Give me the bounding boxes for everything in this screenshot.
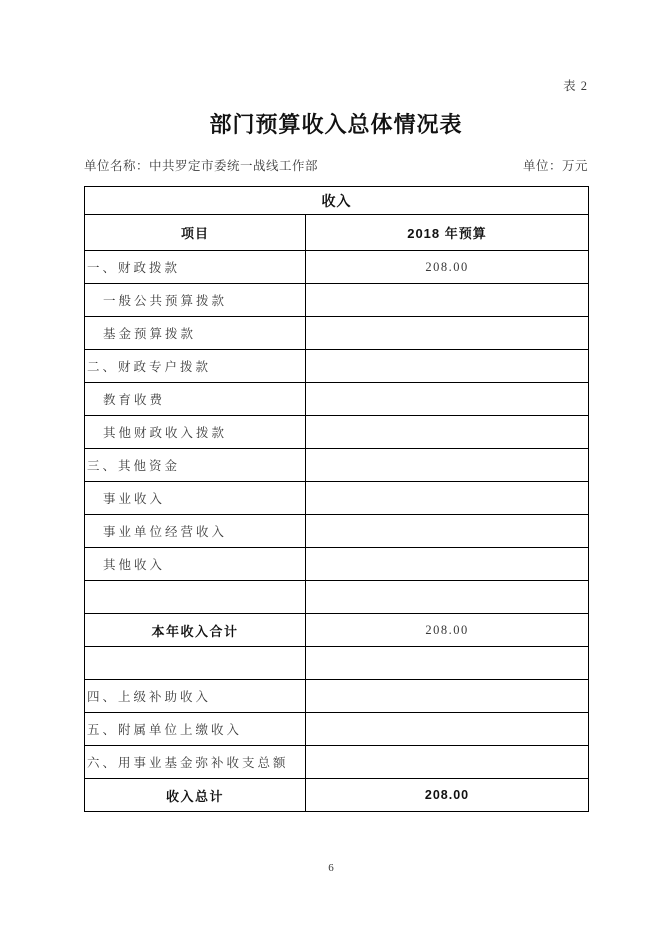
table-label: 表 2 — [563, 79, 588, 93]
item-cell — [85, 647, 306, 680]
item-cell: 收入总计 — [85, 779, 306, 812]
value-cell: 208.00 — [306, 614, 589, 647]
table-row — [85, 482, 589, 515]
value-cell — [306, 581, 589, 614]
value-cell — [306, 515, 589, 548]
table-row — [85, 779, 589, 812]
value-cell — [306, 746, 589, 779]
table-row — [85, 383, 589, 416]
table-body — [85, 251, 589, 812]
table-header-row — [85, 215, 589, 251]
item-cell: 四、上级补助收入 — [85, 680, 306, 713]
income-table — [84, 186, 589, 812]
value-cell: 208.00 — [306, 779, 589, 812]
item-cell: 六、用事业基金弥补收支总额 — [85, 746, 306, 779]
value-cell — [306, 713, 589, 746]
value-cell — [306, 482, 589, 515]
value-cell — [306, 416, 589, 449]
value-cell — [306, 680, 589, 713]
section-header: 收入 — [85, 187, 589, 215]
item-cell: 事业收入 — [85, 482, 306, 515]
table-row — [85, 416, 589, 449]
meta-row — [84, 156, 588, 174]
item-cell: 教育收费 — [85, 383, 306, 416]
table-row — [85, 680, 589, 713]
item-cell: 其他财政收入拨款 — [85, 416, 306, 449]
item-cell: 事业单位经营收入 — [85, 515, 306, 548]
item-cell: 其他收入 — [85, 548, 306, 581]
item-cell: 基金预算拨款 — [85, 317, 306, 350]
table-row — [85, 251, 589, 284]
unit-name-label: 单位名称：中共罗定市委统一战线工作部 — [84, 159, 319, 173]
table-row — [85, 614, 589, 647]
table-section-row — [85, 187, 589, 215]
item-cell: 五、附属单位上缴收入 — [85, 713, 306, 746]
table-row — [85, 317, 589, 350]
page-content — [84, 0, 588, 812]
table-row — [85, 713, 589, 746]
item-cell: 一、财政拨款 — [85, 251, 306, 284]
column-header-budget: 2018 年预算 — [306, 215, 589, 251]
table-row — [85, 449, 589, 482]
item-cell: 二、财政专户拨款 — [85, 350, 306, 383]
table-row — [85, 548, 589, 581]
column-header-item: 项目 — [85, 215, 306, 251]
table-row — [85, 746, 589, 779]
value-cell — [306, 383, 589, 416]
table-row — [85, 647, 589, 680]
item-cell: 一般公共预算拨款 — [85, 284, 306, 317]
value-cell — [306, 350, 589, 383]
value-cell: 208.00 — [306, 251, 589, 284]
value-cell — [306, 317, 589, 350]
table-row — [85, 581, 589, 614]
value-cell — [306, 548, 589, 581]
table-row — [85, 350, 589, 383]
item-cell — [85, 581, 306, 614]
unit-of-measure-label: 单位：万元 — [522, 159, 588, 173]
item-cell: 三、其他资金 — [85, 449, 306, 482]
value-cell — [306, 647, 589, 680]
page-number: 6 — [328, 862, 334, 874]
value-cell — [306, 449, 589, 482]
table-row — [85, 515, 589, 548]
page-title: 部门预算收入总体情况表 — [209, 112, 463, 137]
table-row — [85, 284, 589, 317]
value-cell — [306, 284, 589, 317]
item-cell: 本年收入合计 — [85, 614, 306, 647]
